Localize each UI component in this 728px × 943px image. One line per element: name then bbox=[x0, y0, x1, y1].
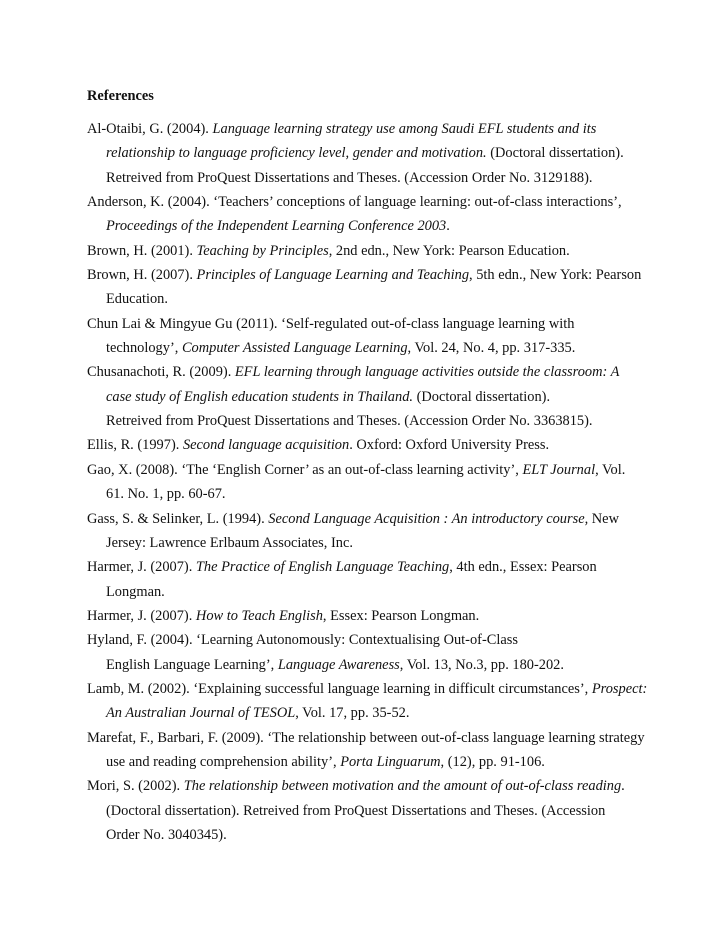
reference-text: , (12), pp. 91-106. bbox=[440, 753, 545, 770]
reference-text: (Doctoral dissertation). bbox=[486, 145, 624, 162]
reference-line bbox=[87, 604, 653, 628]
reference-text: Jersey: Lawrence Erlbaum Associates, Inc. bbox=[106, 534, 353, 551]
reference-italic-text: The relationship between motivation and the amount of out-of-class reading bbox=[183, 778, 622, 795]
reference-line-continued bbox=[87, 701, 653, 725]
reference-text: . Oxford: Oxford University Press. bbox=[349, 437, 550, 454]
reference-italic-text: An Australian Journal of TESOL bbox=[106, 705, 296, 722]
reference-italic-text: Computer Assisted Language Learning bbox=[181, 340, 408, 357]
reference-text: , Essex: Pearson Longman. bbox=[322, 607, 480, 624]
reference-text: Gass, S. & Selinker, L. (1994). bbox=[87, 510, 269, 527]
reference-text: Al-Otaibi, G. (2004). bbox=[87, 121, 213, 137]
reference-italic-text: The Practice of English Language Teaching bbox=[195, 559, 450, 576]
reference-text: (Doctoral dissertation). Retreived from ProQuest Dissertations and Theses. (Accession bbox=[106, 802, 606, 819]
reference-text: , Vol. 17, pp. 35-52. bbox=[295, 705, 410, 722]
reference-italic-text: Proceedings of the Independent Learning Conference 2003 bbox=[106, 218, 447, 235]
reference-text: Longman. bbox=[106, 583, 165, 600]
reference-text: Chun Lai & Mingyue Gu (2011). ‘Self-regulated out-of-class language learning with bbox=[87, 315, 575, 332]
reference-line bbox=[87, 507, 653, 531]
reference-text: Retreived from ProQuest Dissertations and Theses. (Accession Order No. 3129188). bbox=[106, 169, 593, 186]
reference-line bbox=[87, 555, 653, 579]
reference-text: 61. No. 1, pp. 60-67. bbox=[106, 486, 226, 503]
reference-italic-text: How to Teach English bbox=[195, 607, 323, 624]
reference-line bbox=[87, 239, 653, 263]
reference-text: Harmer, J. (2007). bbox=[87, 607, 196, 624]
reference-text: Order No. 3040345). bbox=[106, 826, 227, 843]
reference-line bbox=[87, 774, 653, 798]
reference-text: , 4th edn., Essex: Pearson bbox=[449, 559, 597, 576]
references-list bbox=[87, 117, 653, 847]
reference-line-continued bbox=[87, 823, 653, 847]
reference-italic-text: ELT Journal bbox=[522, 461, 596, 478]
reference-italic-text: EFL learning through language activities outside the classroom: A bbox=[234, 364, 620, 381]
reference-text: , 5th edn., New York: Pearson bbox=[469, 267, 642, 284]
reference-italic-text: Prospect: bbox=[591, 680, 648, 697]
reference-text: Gao, X. (2008). ‘The ‘English Corner’ as an out-of-class learning activity’, bbox=[87, 461, 523, 478]
reference-italic-text: case study of English education students in Thailand. bbox=[106, 388, 413, 405]
reference-line-continued bbox=[87, 799, 653, 823]
reference-line-continued bbox=[87, 214, 653, 238]
reference-line-continued bbox=[87, 166, 653, 190]
reference-line bbox=[87, 312, 653, 336]
reference-line-continued bbox=[87, 653, 653, 677]
reference-line-continued bbox=[87, 287, 653, 311]
reference-text: Brown, H. (2007). bbox=[87, 267, 197, 284]
reference-text: Chusanachoti, R. (2009). bbox=[87, 364, 235, 381]
reference-line bbox=[87, 458, 653, 482]
reference-line-continued bbox=[87, 531, 653, 555]
reference-line bbox=[87, 433, 653, 457]
reference-line bbox=[87, 263, 653, 287]
reference-text: Ellis, R. (1997). bbox=[87, 437, 183, 454]
reference-line-continued bbox=[87, 482, 653, 506]
reference-italic-text: Teaching by Principles bbox=[196, 242, 329, 259]
reference-text: . bbox=[621, 778, 625, 795]
reference-line bbox=[87, 677, 653, 701]
reference-text: Mori, S. (2002). bbox=[87, 778, 184, 795]
reference-text: technology’, bbox=[106, 340, 182, 357]
reference-line-continued bbox=[87, 141, 653, 165]
reference-line-continued bbox=[87, 385, 653, 409]
reference-line bbox=[87, 628, 653, 652]
reference-text: New bbox=[588, 510, 619, 527]
reference-italic-text: Porta Linguarum bbox=[340, 753, 441, 770]
reference-italic-text: Second language acquisition bbox=[182, 437, 350, 454]
reference-italic-text: Language Awareness bbox=[277, 656, 400, 673]
reference-line bbox=[87, 190, 653, 214]
reference-text: Retreived from ProQuest Dissertations and Theses. (Accession Order No. 3363815). bbox=[106, 413, 593, 430]
references-heading: References bbox=[87, 88, 154, 104]
reference-text: Education. bbox=[106, 291, 168, 308]
reference-text: Anderson, K. (2004). ‘Teachers’ conceptions of language learning: out-of-class interactions’, bbox=[87, 194, 622, 211]
reference-italic-text: relationship to language proficiency level, gender and motivation. bbox=[106, 145, 487, 162]
reference-text: use and reading comprehension ability’, bbox=[106, 753, 341, 770]
reference-line-continued bbox=[87, 336, 653, 360]
reference-text: Hyland, F. (2004). ‘Learning Autonomously: Contextualising Out-of-Class bbox=[87, 632, 518, 649]
reference-text: , 2nd edn., New York: Pearson Education. bbox=[328, 242, 570, 259]
reference-line-continued bbox=[87, 409, 653, 433]
reference-text: Harmer, J. (2007). bbox=[87, 559, 196, 576]
reference-text: , Vol. bbox=[595, 461, 626, 478]
reference-text: English Language Learning’, bbox=[106, 656, 278, 673]
reference-line bbox=[87, 360, 653, 384]
reference-text: Marefat, F., Barbari, F. (2009). ‘The relationship between out-of-class language learning strategy bbox=[87, 729, 645, 746]
reference-text: Brown, H. (2001). bbox=[87, 242, 197, 259]
reference-line-continued bbox=[87, 580, 653, 604]
reference-italic-text: Principles of Language Learning and Teaching bbox=[196, 267, 470, 284]
reference-line bbox=[87, 726, 653, 750]
reference-text: , Vol. 24, No. 4, pp. 317-335. bbox=[407, 340, 576, 357]
reference-text: . bbox=[446, 218, 450, 235]
reference-text: Lamb, M. (2002). ‘Explaining successful language learning in difficult circumstances’, bbox=[87, 680, 592, 697]
reference-text: (Doctoral dissertation). bbox=[412, 388, 551, 405]
reference-italic-text: Language learning strategy use among Saudi EFL students and its bbox=[212, 121, 597, 137]
reference-text: , Vol. 13, No.3, pp. 180-202. bbox=[399, 656, 564, 673]
reference-italic-text: Second Language Acquisition : An introductory course, bbox=[268, 510, 589, 527]
reference-line-continued bbox=[87, 750, 653, 774]
reference-line bbox=[87, 117, 653, 141]
